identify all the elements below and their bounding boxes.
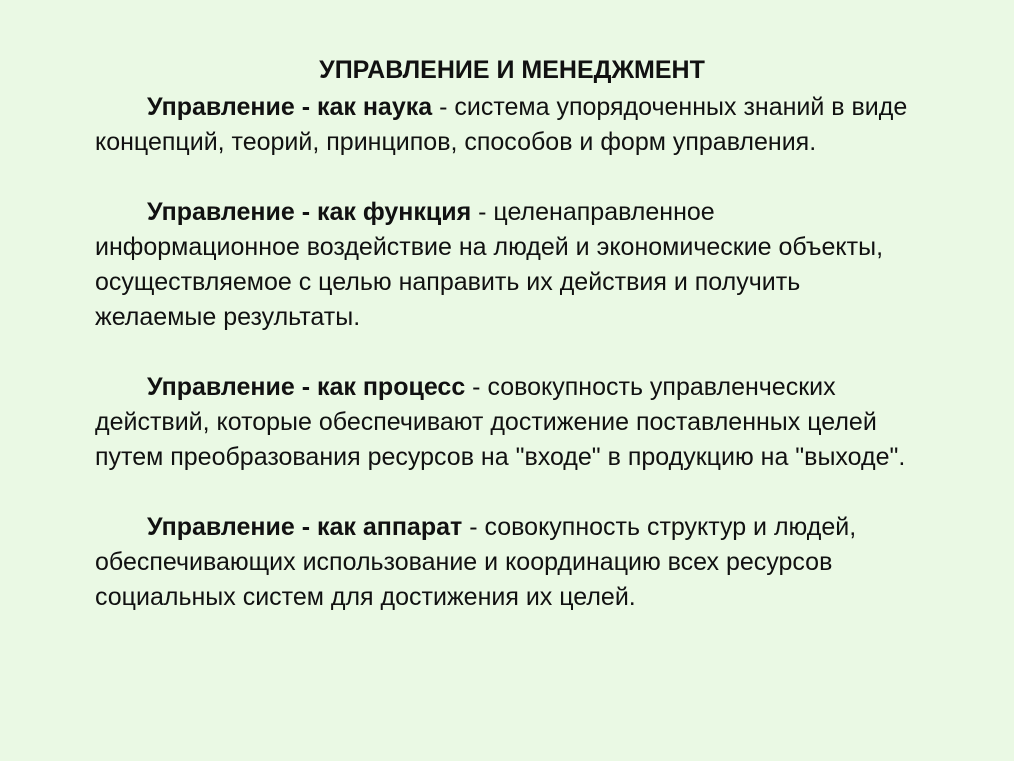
definition-text: - совокупность управленческих действий, которые обеспечивают достижение поставленных целей путем преобразования ресурсов на "входе" в продукцию на "выходе". [95,373,906,471]
definition-term: Управление - как наука [147,93,433,121]
definition-function [95,195,925,335]
slide-title: УПРАВЛЕНИЕ И МЕНЕДЖМЕНТ [319,56,705,84]
definition-text: - совокупность структур и людей, обеспечивающих использование и координацию всех ресурсов социальных систем для достижения их целей. [95,513,857,611]
definition-process [95,370,925,475]
definition-science [95,90,925,160]
definition-term: Управление - как процесс [147,373,466,401]
definitions-list [95,90,925,650]
definition-text: - целенаправленное информационное воздействие на людей и экономические объекты, осуществляемое с целью направить их действия и получить желаемые результаты. [95,198,884,331]
definition-term: Управление - как аппарат [147,513,463,541]
definition-text: - система упорядоченных знаний в виде концепций, теорий, принципов, способов и форм управления. [95,93,908,156]
definition-apparatus [95,510,925,615]
definition-term: Управление - как функция [147,198,472,226]
